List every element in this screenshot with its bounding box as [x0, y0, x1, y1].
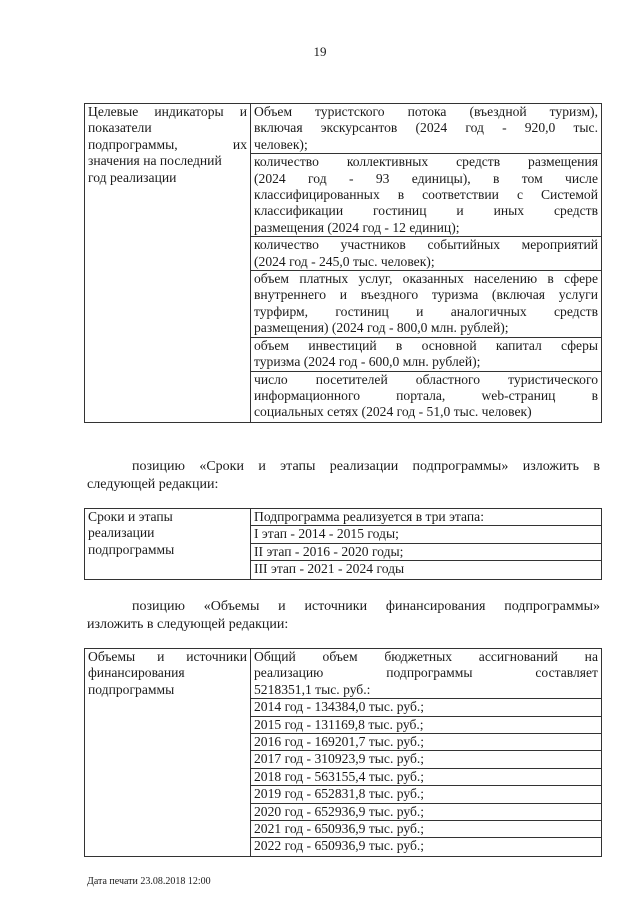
value-line: объем платных услуг, оказанных населению в сфере: [254, 271, 598, 287]
value-line: Подпрограмма реализуется в три этапа:: [254, 509, 484, 524]
label-line: Объемы и источники: [88, 649, 247, 664]
value-line: объем инвестиций в основной капитал сферы: [254, 337, 598, 353]
value-line: 2020 год - 652936,9 тыс. руб.;: [254, 803, 425, 819]
value-text: [254, 104, 598, 421]
table-value-cell: [251, 104, 602, 423]
label-line: подпрограммы: [88, 541, 175, 557]
value-line: 2021 год - 650936,9 тыс. руб.;: [254, 821, 425, 837]
value-line: турфирм, гостиниц и аналогичных средств: [254, 303, 598, 319]
value-line: реализацию подпрограммы составляет: [254, 665, 598, 681]
value-line: (2024 год - 93 единицы), в том числе: [254, 170, 598, 186]
table-label-cell: [85, 509, 251, 580]
value-line: 2018 год - 563155,4 тыс. руб.;: [254, 768, 425, 784]
value-line: Объем туристского потока (въездной туризм),: [254, 104, 598, 119]
page-number: 19: [313, 44, 327, 59]
value-line: 2022 год - 650936,9 тыс. руб.;: [254, 838, 425, 854]
value-line: информационного портала, web-страниц в: [254, 387, 598, 403]
value-line: туризма (2024 год - 600,0 млн. рублей);: [254, 354, 481, 370]
value-line: 5218351,1 тыс. руб.:: [254, 681, 371, 697]
value-line: Общий объем бюджетных ассигнований на: [254, 649, 598, 664]
table-value-cell: [251, 649, 602, 857]
table-label-cell: [85, 649, 251, 857]
label-line: подпрограммы, их: [88, 136, 247, 152]
label-text: [88, 104, 247, 186]
label-line: подпрограммы: [88, 681, 175, 697]
label-text: [88, 649, 247, 698]
value-line: человек);: [254, 136, 308, 152]
value-line: количество коллективных средств размещения: [254, 154, 598, 170]
value-line: II этап - 2016 - 2020 годы;: [254, 543, 404, 559]
value-line: внутреннего и въездного туризма (включая услуги: [254, 287, 598, 303]
print-date-footer: Дата печати 23.08.2018 12:00: [87, 876, 211, 887]
paragraph-deadlines: [87, 458, 600, 494]
value-line: размещения) (2024 год - 800,0 млн. рублей);: [254, 320, 509, 336]
value-line: классификации гостиниц и иных средств: [254, 203, 598, 219]
paragraph-line: позицию «Объемы и источники финансирования подпрограммы»: [132, 599, 600, 614]
paragraph-line: позицию «Сроки и этапы реализации подпрограммы» изложить в: [132, 459, 600, 474]
value-text: [254, 649, 598, 855]
value-line: размещения (2024 год - 12 единиц);: [254, 219, 460, 235]
value-line: 2017 год - 310923,9 тыс. руб.;: [254, 751, 425, 767]
value-line: социальных сетях (2024 год - 51,0 тыс. человек): [254, 404, 532, 420]
paragraph-line: следующей редакции:: [87, 477, 219, 492]
value-line: 2014 год - 134384,0 тыс. руб.;: [254, 699, 425, 715]
value-line: количество участников событийных мероприятий: [254, 237, 598, 253]
label-line: значения на последний: [88, 153, 222, 169]
label-line: Сроки и этапы: [88, 509, 173, 524]
value-line: число посетителей областного туристического: [254, 371, 598, 387]
label-line: реализации: [88, 525, 155, 541]
value-line: III этап - 2021 - 2024 годы: [254, 561, 405, 577]
paragraph-line: изложить в следующей редакции:: [87, 617, 289, 632]
table-funding: [84, 648, 602, 857]
value-line: классифицированных в соответствии с Системой: [254, 187, 598, 203]
value-line: включая экскурсантов (2024 год - 920,0 тыс.: [254, 120, 598, 136]
label-line: Целевые индикаторы и: [88, 104, 247, 119]
value-line: I этап - 2014 - 2015 годы;: [254, 526, 399, 542]
value-line: (2024 год - 245,0 тыс. человек);: [254, 253, 435, 269]
label-text: [88, 509, 247, 558]
label-line: показатели: [88, 120, 152, 136]
paragraph-funding: [87, 598, 600, 634]
value-text: [254, 509, 598, 578]
table-label-cell: [85, 104, 251, 423]
table-value-cell: [251, 509, 602, 580]
value-line: 2016 год - 169201,7 тыс. руб.;: [254, 734, 425, 750]
table-deadlines: [84, 508, 602, 580]
label-line: финансирования: [88, 665, 185, 681]
value-line: 2015 год - 131169,8 тыс. руб.;: [254, 716, 424, 732]
label-line: год реализации: [88, 169, 177, 185]
table-target-indicators: [84, 103, 602, 423]
value-line: 2019 год - 652831,8 тыс. руб.;: [254, 786, 425, 802]
